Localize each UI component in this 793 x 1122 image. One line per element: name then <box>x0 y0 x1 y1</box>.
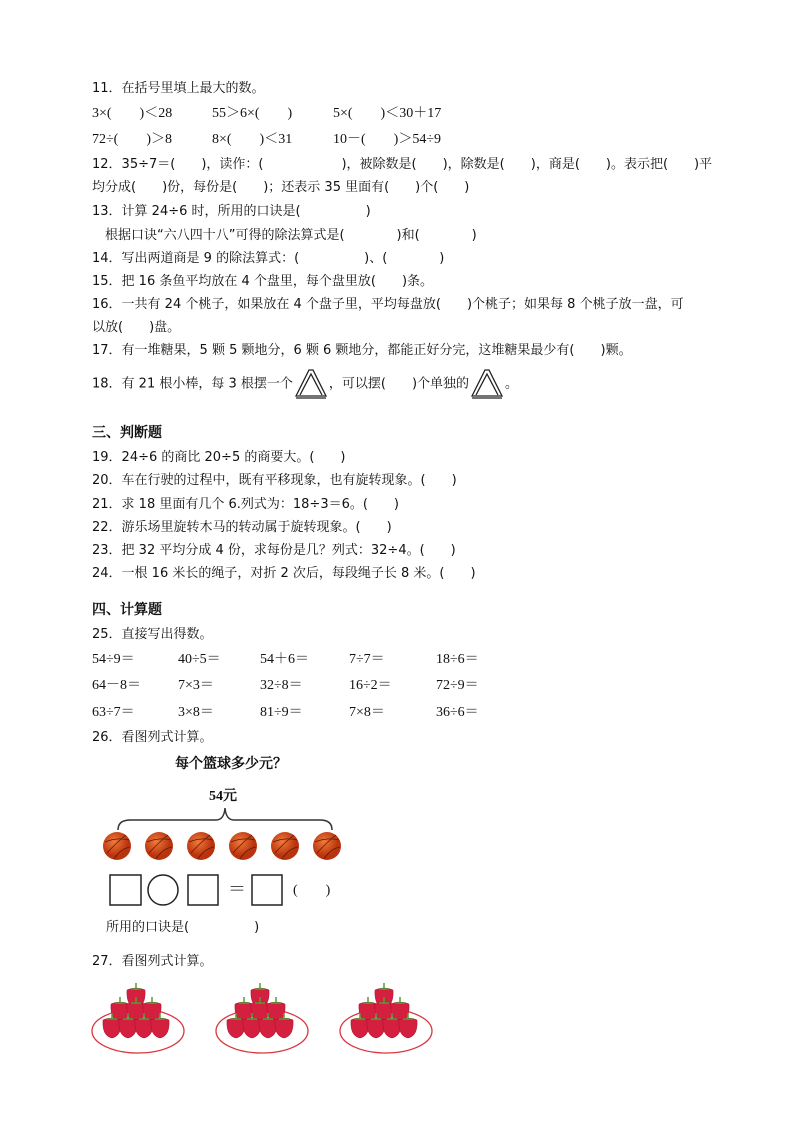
brace-icon <box>110 804 340 834</box>
section-heading-judge: 三、判断题 <box>92 425 162 441</box>
section-heading-calc: 四、计算题 <box>92 602 162 618</box>
calc-item: 64－8＝ <box>92 678 141 693</box>
q26-total: 54元 <box>209 789 237 804</box>
calc-item: 3×8＝ <box>178 705 214 720</box>
calc-item: 54÷9＝ <box>92 652 135 667</box>
unit-blank: ( ) <box>293 883 331 898</box>
q26-title: 26．看图列式计算。 <box>92 730 213 745</box>
q11-item: 3×( )＜28 <box>92 106 173 121</box>
calc-item: 40÷5＝ <box>178 652 221 667</box>
calc-item: 16÷2＝ <box>349 678 392 693</box>
equals-sign: ＝ <box>228 879 246 899</box>
q27-title: 27．看图列式计算。 <box>92 954 213 969</box>
calc-item: 7÷7＝ <box>349 652 385 667</box>
q15: 15．把 16 条鱼平均放在 4 个盘里，每个盘里放( )条。 <box>92 274 434 289</box>
q18-text: 18．有 21 根小棒，每 3 根摆一个 <box>92 376 293 392</box>
q26-question: 每个篮球多少元？ <box>175 756 287 772</box>
q18-text: 。 <box>505 376 519 392</box>
basketball-icon <box>144 831 174 861</box>
q11-item: 55＞6×( ) <box>212 106 293 121</box>
judge-item: 21．求 18 里面有几个 6.列式为：18÷3＝6。( ) <box>92 497 400 512</box>
calc-item: 72÷9＝ <box>436 678 479 693</box>
q17: 17．有一堆糖果，5 颗 5 颗地分，6 颗 6 颗地分，都能正好分完，这堆糖果最少有( )颗。 <box>92 343 632 358</box>
basketball-icon <box>270 831 300 861</box>
q11-item: 72÷( )＞8 <box>92 132 173 147</box>
judge-item: 19．24÷6 的商比 20÷5 的商要大。( ) <box>92 450 346 465</box>
q11-item: 8×( )＜31 <box>212 132 293 147</box>
strawberry-plate-icon <box>214 976 314 1056</box>
q11-title: 11．在括号里填上最大的数。 <box>92 81 265 96</box>
q14: 14．写出两道商是 9 的除法算式：( )、( ) <box>92 251 445 266</box>
q12-line: 均分成( )份，每份是( )；还表示 35 里面有( )个( ) <box>92 180 470 195</box>
q25-title: 25．直接写出得数。 <box>92 627 213 642</box>
answer-box[interactable] <box>186 873 222 907</box>
q13-line: 根据口诀“六八四十八”可得的除法算式是( )和( ) <box>92 228 477 243</box>
calc-item: 32÷8＝ <box>260 678 303 693</box>
q13-line: 13．计算 24÷6 时，所用的口诀是( ) <box>92 204 371 219</box>
calc-item: 54＋6＝ <box>260 652 309 667</box>
q18 <box>92 368 518 401</box>
q11-item: 5×( )＜30＋17 <box>333 106 442 121</box>
q16-line: 16．一共有 24 个桃子，如果放在 4 个盘子里，平均每盘放( )个桃子；如果每 8 个桃子放一盘，可 <box>92 297 684 312</box>
judge-item: 23．把 32 平均分成 4 份，求每份是几？列式：32÷4。( ) <box>92 543 456 558</box>
stick-triangle-icon <box>293 368 329 400</box>
strawberry-plate-icon <box>338 976 438 1056</box>
q16-line: 以放( )盘。 <box>92 320 181 335</box>
q18-text: ，可以摆( )个单独的 <box>328 376 470 392</box>
answer-box[interactable] <box>250 873 286 907</box>
calc-item: 7×8＝ <box>349 705 385 720</box>
judge-item: 20．车在行驶的过程中，既有平移现象，也有旋转现象。( ) <box>92 473 457 488</box>
basketball-icon <box>312 831 342 861</box>
calc-item: 81÷9＝ <box>260 705 303 720</box>
operator-circle[interactable] <box>146 873 182 907</box>
strawberry-plate-icon <box>90 976 190 1056</box>
judge-item: 22．游乐场里旋转木马的转动属于旋转现象。( ) <box>92 520 392 535</box>
calc-item: 18÷6＝ <box>436 652 479 667</box>
basketball-icon <box>102 831 132 861</box>
stick-triangle-icon <box>469 368 505 400</box>
basketball-icon <box>186 831 216 861</box>
q26-rhyme: 所用的口诀是( ) <box>106 920 260 935</box>
q12-line: 12．35÷7＝( )，读作：( )，被除数是( )，除数是( )，商是( )。表示把( )平 <box>92 157 713 172</box>
calc-item: 36÷6＝ <box>436 705 479 720</box>
judge-item: 24．一根 16 米长的绳子，对折 2 次后，每段绳子长 8 米。( ) <box>92 566 476 581</box>
q11-item: 10－( )＞54÷9 <box>333 132 442 147</box>
calc-item: 7×3＝ <box>178 678 214 693</box>
calc-item: 63÷7＝ <box>92 705 135 720</box>
basketball-icon <box>228 831 258 861</box>
